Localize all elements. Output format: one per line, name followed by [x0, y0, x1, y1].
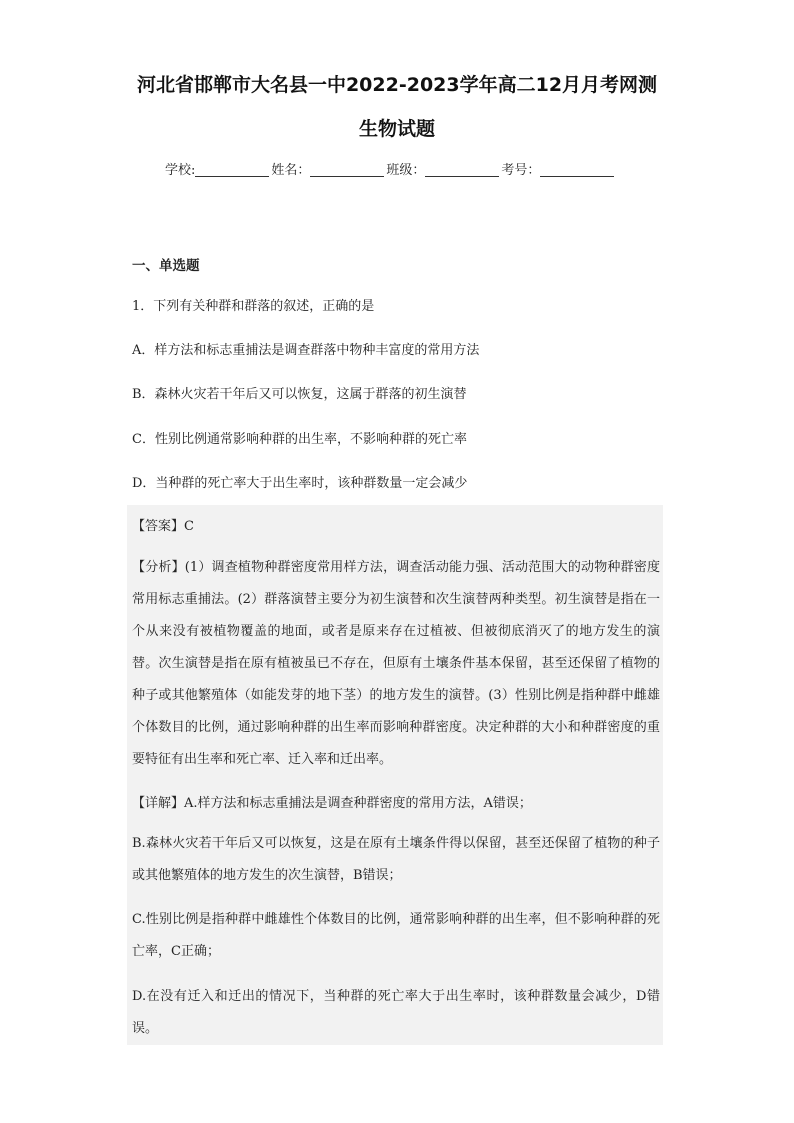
name-label: 姓名：	[271, 163, 311, 178]
exam-no-blank[interactable]	[540, 162, 614, 177]
analysis-paragraph: 【分析】(1）调查植物种群密度常用样方法，调查活动能力强、活动范围大的动物种群密度常用标志重捕法。(2）群落演替主要分为初生演替和次生演替两种类型。初生演替是指在一个从来没有被植物覆盖的地面，或者是原来存在过植被、但被彻底消灭了的地方发生的演替。次生演替是指在原有植被虽已不存在，但原有土壤条件基本保留，甚至还保留了植物的种子或其他繁殖体（如能发芽的地下茎）的地方发生的演替。(3）性别比例是指种群中雌雄个体数目的比例，通过影响种群的出生率而影响种群密度。决定种群的大小和种群密度的重要特征有出生率和死亡率、迁入率和迁出率。	[132, 560, 660, 767]
option-b: B．森林火灾若干年后又可以恢复，这属于群落的初生演替	[132, 387, 467, 402]
answer-label: 【答案】C	[132, 519, 194, 534]
option-d: D．当种群的死亡率大于出生率时，该种群数量一定会减少	[132, 476, 468, 491]
detail-b: B.森林火灾若干年后又可以恢复，这是在原有土壤条件得以保留，甚至还保留了植物的种子或其他繁殖体的地方发生的次生演替，B错误；	[132, 836, 660, 883]
section-heading: 一、单选题	[132, 258, 200, 274]
option-a: A．样方法和标志重捕法是调查群落中物种丰富度的常用方法	[132, 343, 480, 358]
class-blank[interactable]	[425, 162, 499, 177]
detail-d: D.在没有迁入和迁出的情况下，当种群的死亡率大于出生率时，该种群数量会减少，D错误。	[132, 989, 660, 1036]
school-label: 学校:	[165, 163, 196, 178]
exam-subtitle: 生物试题	[358, 118, 435, 140]
class-label: 班级：	[386, 163, 426, 178]
option-c: C．性别比例通常影响种群的出生率，不影响种群的死亡率	[132, 432, 467, 447]
detail-a: 【详解】A.样方法和标志重捕法是调查种群密度的常用方法，A错误；	[132, 796, 532, 811]
exam-no-label: 考号：	[501, 163, 541, 178]
school-blank[interactable]	[195, 162, 269, 177]
exam-title: 河北省邯郸市大名县一中2022-2023学年高二12月月考网测	[136, 74, 658, 96]
student-info-row	[165, 159, 616, 178]
name-blank[interactable]	[310, 162, 384, 177]
question-stem: 1．下列有关种群和群落的叙述，正确的是	[132, 299, 375, 314]
detail-c: C.性别比例是指种群中雌雄性个体数目的比例，通常影响种群的出生率，但不影响种群的死亡率，C正确；	[132, 912, 660, 959]
